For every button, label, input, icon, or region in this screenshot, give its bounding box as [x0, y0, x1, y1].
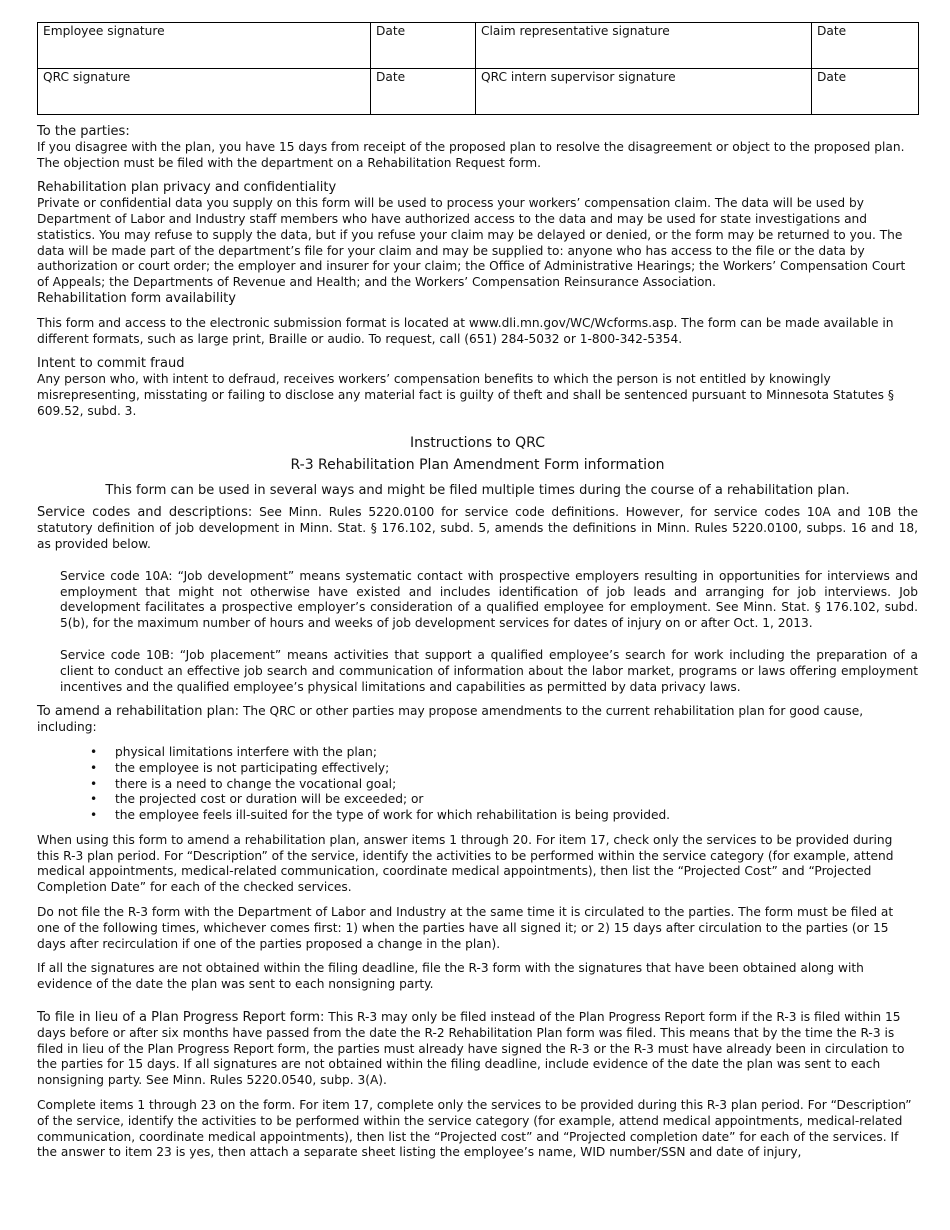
amend-bullet-list [37, 745, 918, 824]
privacy-section [37, 180, 918, 291]
document-page [37, 22, 918, 1161]
signature-table [37, 22, 919, 115]
instructions-title: Instructions to QRC [409, 434, 545, 451]
availability-text: This form and access to the electronic submission format is located at www.dli.mn.gov/WC/Wcforms.asp. The form can be made available in different formats, such as large print, Braille or audio. To request, call (651) 284-5032 or 1-800-342-5354. [37, 315, 894, 346]
amend-label: To amend a rehabilitation plan: [37, 704, 240, 720]
list-item: • physical limitations interfere with the plan; [115, 745, 918, 761]
amend-para-2: Do not file the R-3 form with the Department of Labor and Industry at the same time it is circulated to the parties. The form must be filed at one of the following times, whichever comes first: 1) when the parties have all signed it; or 2) 15 days after circulation to the parties (or 15 days after recirculation if one of the parties proposed a change in the plan). [37, 905, 894, 951]
claim-rep-date-field[interactable]: Date [812, 23, 919, 69]
instructions-subtitle: R-3 Rehabilitation Plan Amendment Form information [290, 456, 665, 473]
amend-para-1: When using this form to amend a rehabilitation plan, answer items 1 through 20. For item 17, check only the services to be provided during this R-3 plan period. For “Description” of the service, identify the activities to be performed within the service category (for example, attend medical appointments, medical-related communication, coordinate medical appointments), then list the “Projected Cost” and “Projected Completion Date” for each of the checked services. [37, 832, 894, 895]
instructions-intro: This form can be used in several ways and might be filed multiple times during the course of a rehabilitation plan. [105, 482, 850, 498]
lieu-paragraph [37, 1010, 918, 1089]
to-parties-text: If you disagree with the plan, you have 15 days from receipt of the proposed plan to resolve the disagreement or object to the proposed plan. The objection must be filed with the department on a Rehabilitation Request form. [37, 139, 905, 170]
qrc-intern-signature-field[interactable]: QRC intern supervisor signature [476, 69, 812, 115]
qrc-date-field[interactable]: Date [371, 69, 476, 115]
lieu-para: Complete items 1 through 23 on the form. For item 17, complete only the services to be provided during this R-3 plan period. For “Description” of the service, identify the activities to be performed within the service category (for example, attend medical appointments, medical-related communication, coordinate medical appointments), then list the “Projected cost” and “Projected completion date” for each of the services. If the answer to item 23 is yes, then attach a separate sheet listing the employee’s name, WID number/SSN and date of injury, [37, 1098, 912, 1160]
availability-heading: Rehabilitation form availability [37, 290, 236, 306]
service-codes-text: See Minn. Rules 5220.0100 for service code definitions. However, for service codes 10A and 10B the statutory definition of job development in Minn. Stat. § 176.102, subd. 5, amends the definitions in Minn. Rules 5220.0100, subps. 16 and 18, as provided below. [37, 505, 918, 551]
privacy-text: Private or confidential data you supply on this form will be used to process your workers’ compensation claim. The data will be used by Department of Labor and Industry staff members who have authorized access to the data and may be used for state investigations and statistics. You may refuse to supply the data, but if you refuse your claim may be delayed or denied, or the form may be returned to you. The data will be made part of the department’s file for your claim and may be supplied to: anyone who has access to the file or the data by authorization or court order; the employer and insurer for your claim; the Office of Administrative Hearings; the Workers’ Compensation Court of Appeals; the Departments of Revenue and Health; and the Workers’ Compensation Reinsurance Association. [37, 196, 906, 290]
privacy-heading: Rehabilitation plan privacy and confidentiality [37, 180, 337, 196]
list-item: • the employee feels ill-suited for the type of work for which rehabilitation is being provided. [115, 808, 918, 824]
qrc-signature-field[interactable]: QRC signature [38, 69, 371, 115]
fraud-section [37, 356, 918, 419]
service-code-10b: Service code 10B: “Job placement” means activities that support a qualified employee’s search for work including the preparation of a client to conduct an effective job search and communication of information about the labor market, programs or laws offering employment incentives and the qualified employee’s physical limitations and capabilities as permitted by data privacy laws. [60, 647, 918, 694]
employee-date-field[interactable]: Date [371, 23, 476, 69]
service-codes-paragraph [37, 505, 918, 552]
list-item: • the projected cost or duration will be exceeded; or [115, 792, 918, 808]
amend-text: The QRC or other parties may propose amendments to the current rehabilitation plan for good cause, including: [37, 704, 864, 735]
to-parties-section [37, 124, 918, 171]
amend-paragraph [37, 704, 918, 736]
claim-rep-signature-field[interactable]: Claim representative signature [476, 23, 812, 69]
lieu-text: This R-3 may only be filed instead of the Plan Progress Report form if the R-3 is filed within 15 days before or after six months have passed from the date the R-2 Rehabilitation Plan form was filed. This means that by the time the R-3 is filed in lieu of the Plan Progress Report form, the parties must already have signed the R-3 or the R-3 must have already been in circulation to the parties for 15 days. If all signatures are not obtained within the filing deadline, include evidence of the date the plan was sent to each nonsigning party. See Minn. Rules 5220.0540, subp. 3(A). [37, 1010, 905, 1088]
qrc-intern-date-field[interactable]: Date [812, 69, 919, 115]
service-code-10a: Service code 10A: “Job development” means systematic contact with prospective employers resulting in opportunities for interviews and employment that might not otherwise have existed and includes identification of job leads and arranging for job interviews. Job development facilitates a prospective employer’s consideration of a qualified employee for employment. See Minn. Stat. § 176.102, subd. 5(b), for the maximum number of hours and weeks of job development services for dates of injury on or after Oct. 1, 2013. [60, 568, 918, 631]
employee-signature-field[interactable]: Employee signature [38, 23, 371, 69]
fraud-text: Any person who, with intent to defraud, receives workers’ compensation benefits to which the person is not entitled by knowingly misrepresenting, misstating or failing to disclose any material fact is guilty of theft and shall be sentenced pursuant to Minnesota Statutes § 609.52, subd. 3. [37, 372, 894, 418]
amend-para-3: If all the signatures are not obtained within the filing deadline, file the R-3 form with the signatures that have been obtained along with evidence of the date the plan was sent to each nonsigning party. [37, 961, 864, 992]
lieu-label: To file in lieu of a Plan Progress Report form: [37, 1010, 325, 1026]
to-parties-heading: To the parties: [37, 124, 130, 139]
list-item: • the employee is not participating effectively; [115, 761, 918, 777]
service-codes-label: Service codes and descriptions: [37, 505, 253, 521]
availability-section [37, 291, 918, 347]
fraud-heading: Intent to commit fraud [37, 356, 185, 372]
list-item: • there is a need to change the vocational goal; [115, 777, 918, 793]
